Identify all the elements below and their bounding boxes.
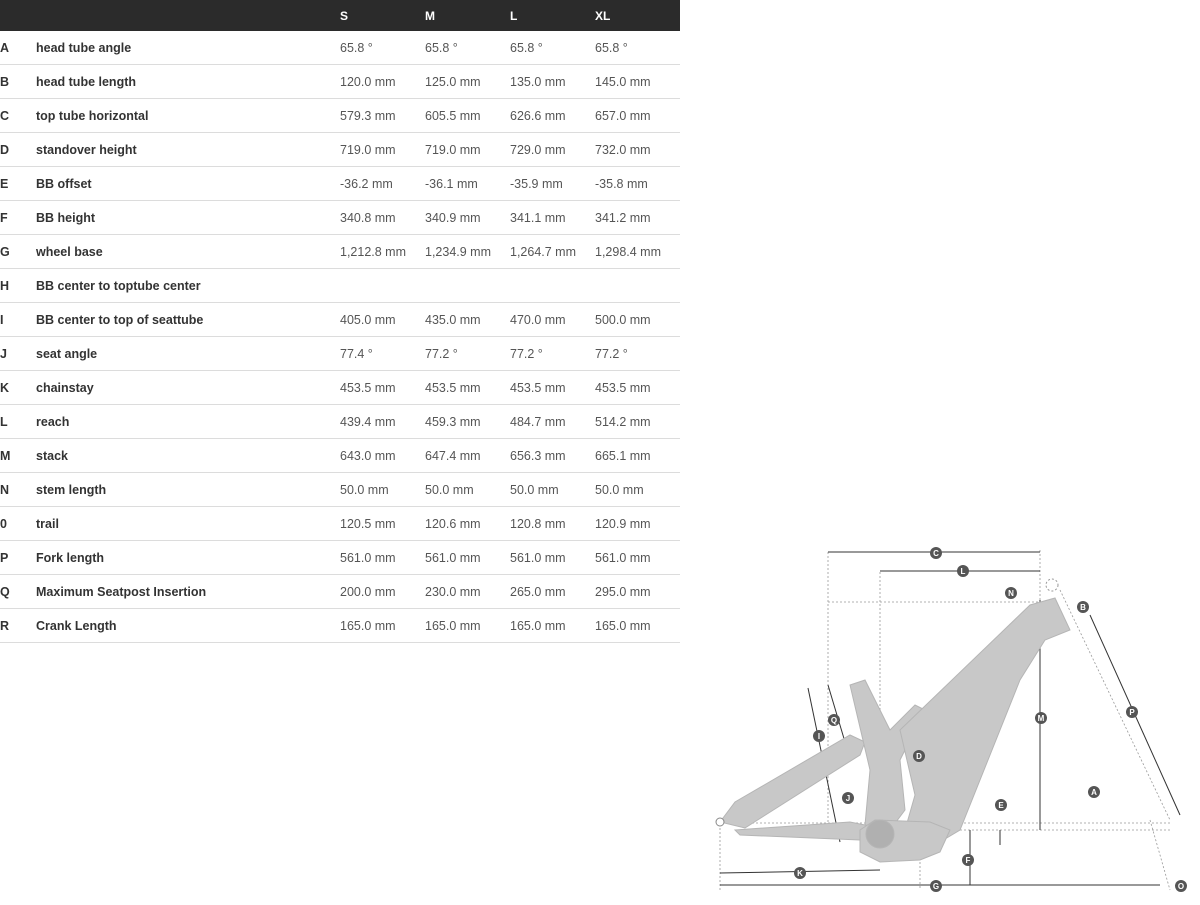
row-letter: N bbox=[0, 473, 36, 507]
row-value: 77.2 ° bbox=[425, 337, 510, 371]
geometry-table bbox=[0, 0, 680, 643]
row-letter: B bbox=[0, 65, 36, 99]
row-letter: I bbox=[0, 303, 36, 337]
marker-label: M bbox=[1037, 714, 1045, 723]
row-letter: P bbox=[0, 541, 36, 575]
row-letter: E bbox=[0, 167, 36, 201]
row-letter: D bbox=[0, 133, 36, 167]
table-row bbox=[0, 473, 680, 507]
row-label: BB offset bbox=[36, 167, 340, 201]
row-value: 65.8 ° bbox=[595, 31, 680, 65]
row-letter: 0 bbox=[0, 507, 36, 541]
size-header: M bbox=[425, 8, 435, 23]
row-value: 341.2 mm bbox=[595, 201, 680, 235]
marker-label: E bbox=[998, 801, 1004, 810]
row-value: 439.4 mm bbox=[340, 405, 425, 439]
row-value: -35.9 mm bbox=[510, 167, 595, 201]
table-row bbox=[0, 439, 680, 473]
dimension-marker-l bbox=[957, 565, 969, 577]
row-value: 453.5 mm bbox=[510, 371, 595, 405]
table-row bbox=[0, 65, 680, 99]
table-row bbox=[0, 167, 680, 201]
table-row bbox=[0, 269, 680, 303]
marker-label: D bbox=[916, 752, 922, 761]
row-value: 1,212.8 mm bbox=[340, 235, 425, 269]
row-letter: H bbox=[0, 269, 36, 303]
row-value: 470.0 mm bbox=[510, 303, 595, 337]
row-value: 435.0 mm bbox=[425, 303, 510, 337]
row-value: 65.8 ° bbox=[510, 31, 595, 65]
row-label: standover height bbox=[36, 133, 340, 167]
dimension-marker-c bbox=[930, 547, 942, 559]
row-value: 120.0 mm bbox=[340, 65, 425, 99]
row-value: 120.9 mm bbox=[595, 507, 680, 541]
row-value: 605.5 mm bbox=[425, 99, 510, 133]
row-letter: M bbox=[0, 439, 36, 473]
row-label: Fork length bbox=[36, 541, 340, 575]
row-value: 77.4 ° bbox=[340, 337, 425, 371]
table-row bbox=[0, 31, 680, 65]
table-row bbox=[0, 303, 680, 337]
row-value bbox=[510, 269, 595, 303]
marker-label: P bbox=[1129, 708, 1135, 717]
row-value: 200.0 mm bbox=[340, 575, 425, 609]
table-row bbox=[0, 235, 680, 269]
row-value: 484.7 mm bbox=[510, 405, 595, 439]
row-label: Crank Length bbox=[36, 609, 340, 643]
dimension-marker-d bbox=[913, 750, 925, 762]
marker-label: N bbox=[1008, 589, 1014, 598]
row-label: BB center to toptube center bbox=[36, 269, 340, 303]
row-value: 453.5 mm bbox=[340, 371, 425, 405]
row-value: 719.0 mm bbox=[425, 133, 510, 167]
row-value: 120.6 mm bbox=[425, 507, 510, 541]
row-value: -35.8 mm bbox=[595, 167, 680, 201]
row-value: 77.2 ° bbox=[595, 337, 680, 371]
row-value: 719.0 mm bbox=[340, 133, 425, 167]
row-value: 626.6 mm bbox=[510, 99, 595, 133]
dimension-marker-k bbox=[794, 867, 806, 879]
marker-label: B bbox=[1080, 603, 1086, 612]
row-label: Maximum Seatpost Insertion bbox=[36, 575, 340, 609]
table-row bbox=[0, 507, 680, 541]
row-value: 340.9 mm bbox=[425, 201, 510, 235]
row-value bbox=[425, 269, 510, 303]
row-label: chainstay bbox=[36, 371, 340, 405]
row-value: 1,234.9 mm bbox=[425, 235, 510, 269]
marker-label: Q bbox=[830, 716, 838, 725]
dimension-marker-m bbox=[1035, 712, 1047, 724]
row-label: reach bbox=[36, 405, 340, 439]
row-value bbox=[595, 269, 680, 303]
row-value: 165.0 mm bbox=[425, 609, 510, 643]
row-value: 230.0 mm bbox=[425, 575, 510, 609]
row-label: trail bbox=[36, 507, 340, 541]
row-value: 657.0 mm bbox=[595, 99, 680, 133]
row-value: 1,264.7 mm bbox=[510, 235, 595, 269]
size-header: S bbox=[340, 8, 349, 23]
row-value: 514.2 mm bbox=[595, 405, 680, 439]
row-value: 561.0 mm bbox=[510, 541, 595, 575]
row-value: 135.0 mm bbox=[510, 65, 595, 99]
row-value: 341.1 mm bbox=[510, 201, 595, 235]
row-value: 165.0 mm bbox=[510, 609, 595, 643]
row-label: wheel base bbox=[36, 235, 340, 269]
row-label: BB center to top of seattube bbox=[36, 303, 340, 337]
table-row bbox=[0, 337, 680, 371]
table-header-row bbox=[0, 0, 680, 31]
row-label: BB height bbox=[36, 201, 340, 235]
marker-label: G bbox=[932, 882, 940, 891]
table-row bbox=[0, 575, 680, 609]
row-value: 50.0 mm bbox=[340, 473, 425, 507]
marker-label: F bbox=[965, 856, 971, 865]
row-value: 561.0 mm bbox=[340, 541, 425, 575]
row-value: 125.0 mm bbox=[425, 65, 510, 99]
row-value: -36.2 mm bbox=[340, 167, 425, 201]
row-value: 145.0 mm bbox=[595, 65, 680, 99]
table-row bbox=[0, 201, 680, 235]
dimension-marker-b bbox=[1077, 601, 1089, 613]
size-header: L bbox=[510, 8, 518, 23]
row-value: 1,298.4 mm bbox=[595, 235, 680, 269]
table-row bbox=[0, 99, 680, 133]
row-value: 50.0 mm bbox=[425, 473, 510, 507]
dimension-marker-p bbox=[1126, 706, 1138, 718]
row-value: 729.0 mm bbox=[510, 133, 595, 167]
row-label: stack bbox=[36, 439, 340, 473]
row-letter: F bbox=[0, 201, 36, 235]
bike-geometry-diagram bbox=[700, 530, 1200, 900]
row-value: 561.0 mm bbox=[595, 541, 680, 575]
marker-label: O bbox=[1177, 882, 1185, 891]
dimension-marker-q bbox=[828, 714, 840, 726]
table-row bbox=[0, 371, 680, 405]
row-value: 120.8 mm bbox=[510, 507, 595, 541]
row-label: stem length bbox=[36, 473, 340, 507]
dimension-marker-n bbox=[1005, 587, 1017, 599]
row-value: 295.0 mm bbox=[595, 575, 680, 609]
marker-label: L bbox=[960, 567, 966, 576]
marker-label: I bbox=[817, 732, 821, 741]
size-header: XL bbox=[595, 8, 611, 23]
dimension-marker-o bbox=[1175, 880, 1187, 892]
table-row bbox=[0, 133, 680, 167]
row-letter: J bbox=[0, 337, 36, 371]
marker-label: A bbox=[1091, 788, 1097, 797]
row-value: 50.0 mm bbox=[595, 473, 680, 507]
row-letter: C bbox=[0, 99, 36, 133]
row-label: head tube length bbox=[36, 65, 340, 99]
row-label: head tube angle bbox=[36, 31, 340, 65]
row-value: 77.2 ° bbox=[510, 337, 595, 371]
row-letter: G bbox=[0, 235, 36, 269]
row-value: 120.5 mm bbox=[340, 507, 425, 541]
row-value: 165.0 mm bbox=[595, 609, 680, 643]
dimension-marker-i bbox=[813, 730, 825, 742]
row-value: 65.8 ° bbox=[425, 31, 510, 65]
header-label bbox=[36, 0, 340, 31]
table-row bbox=[0, 609, 680, 643]
marker-label: C bbox=[933, 549, 939, 558]
row-value: 265.0 mm bbox=[510, 575, 595, 609]
row-value: -36.1 mm bbox=[425, 167, 510, 201]
row-label: seat angle bbox=[36, 337, 340, 371]
row-value: 647.4 mm bbox=[425, 439, 510, 473]
dimension-marker-g bbox=[930, 880, 942, 892]
row-value: 165.0 mm bbox=[340, 609, 425, 643]
row-value: 65.8 ° bbox=[340, 31, 425, 65]
bike-frame-svg bbox=[700, 530, 1200, 900]
marker-label: K bbox=[797, 869, 803, 878]
row-label: top tube horizontal bbox=[36, 99, 340, 133]
row-value bbox=[340, 269, 425, 303]
row-letter: Q bbox=[0, 575, 36, 609]
row-value: 561.0 mm bbox=[425, 541, 510, 575]
row-letter: K bbox=[0, 371, 36, 405]
dimension-marker-f bbox=[962, 854, 974, 866]
header-letter bbox=[0, 0, 36, 31]
row-value: 50.0 mm bbox=[510, 473, 595, 507]
row-value: 665.1 mm bbox=[595, 439, 680, 473]
row-value: 459.3 mm bbox=[425, 405, 510, 439]
row-value: 500.0 mm bbox=[595, 303, 680, 337]
row-value: 579.3 mm bbox=[340, 99, 425, 133]
dimension-marker-e bbox=[995, 799, 1007, 811]
row-letter: L bbox=[0, 405, 36, 439]
row-value: 643.0 mm bbox=[340, 439, 425, 473]
row-value: 340.8 mm bbox=[340, 201, 425, 235]
bike-frame bbox=[716, 579, 1070, 862]
table-row bbox=[0, 405, 680, 439]
dimension-marker-j bbox=[842, 792, 854, 804]
row-letter: R bbox=[0, 609, 36, 643]
row-value: 453.5 mm bbox=[425, 371, 510, 405]
marker-label: J bbox=[845, 794, 851, 803]
dimension-marker-a bbox=[1088, 786, 1100, 798]
row-letter: A bbox=[0, 31, 36, 65]
row-value: 656.3 mm bbox=[510, 439, 595, 473]
row-value: 453.5 mm bbox=[595, 371, 680, 405]
row-value: 732.0 mm bbox=[595, 133, 680, 167]
row-value: 405.0 mm bbox=[340, 303, 425, 337]
table-row bbox=[0, 541, 680, 575]
